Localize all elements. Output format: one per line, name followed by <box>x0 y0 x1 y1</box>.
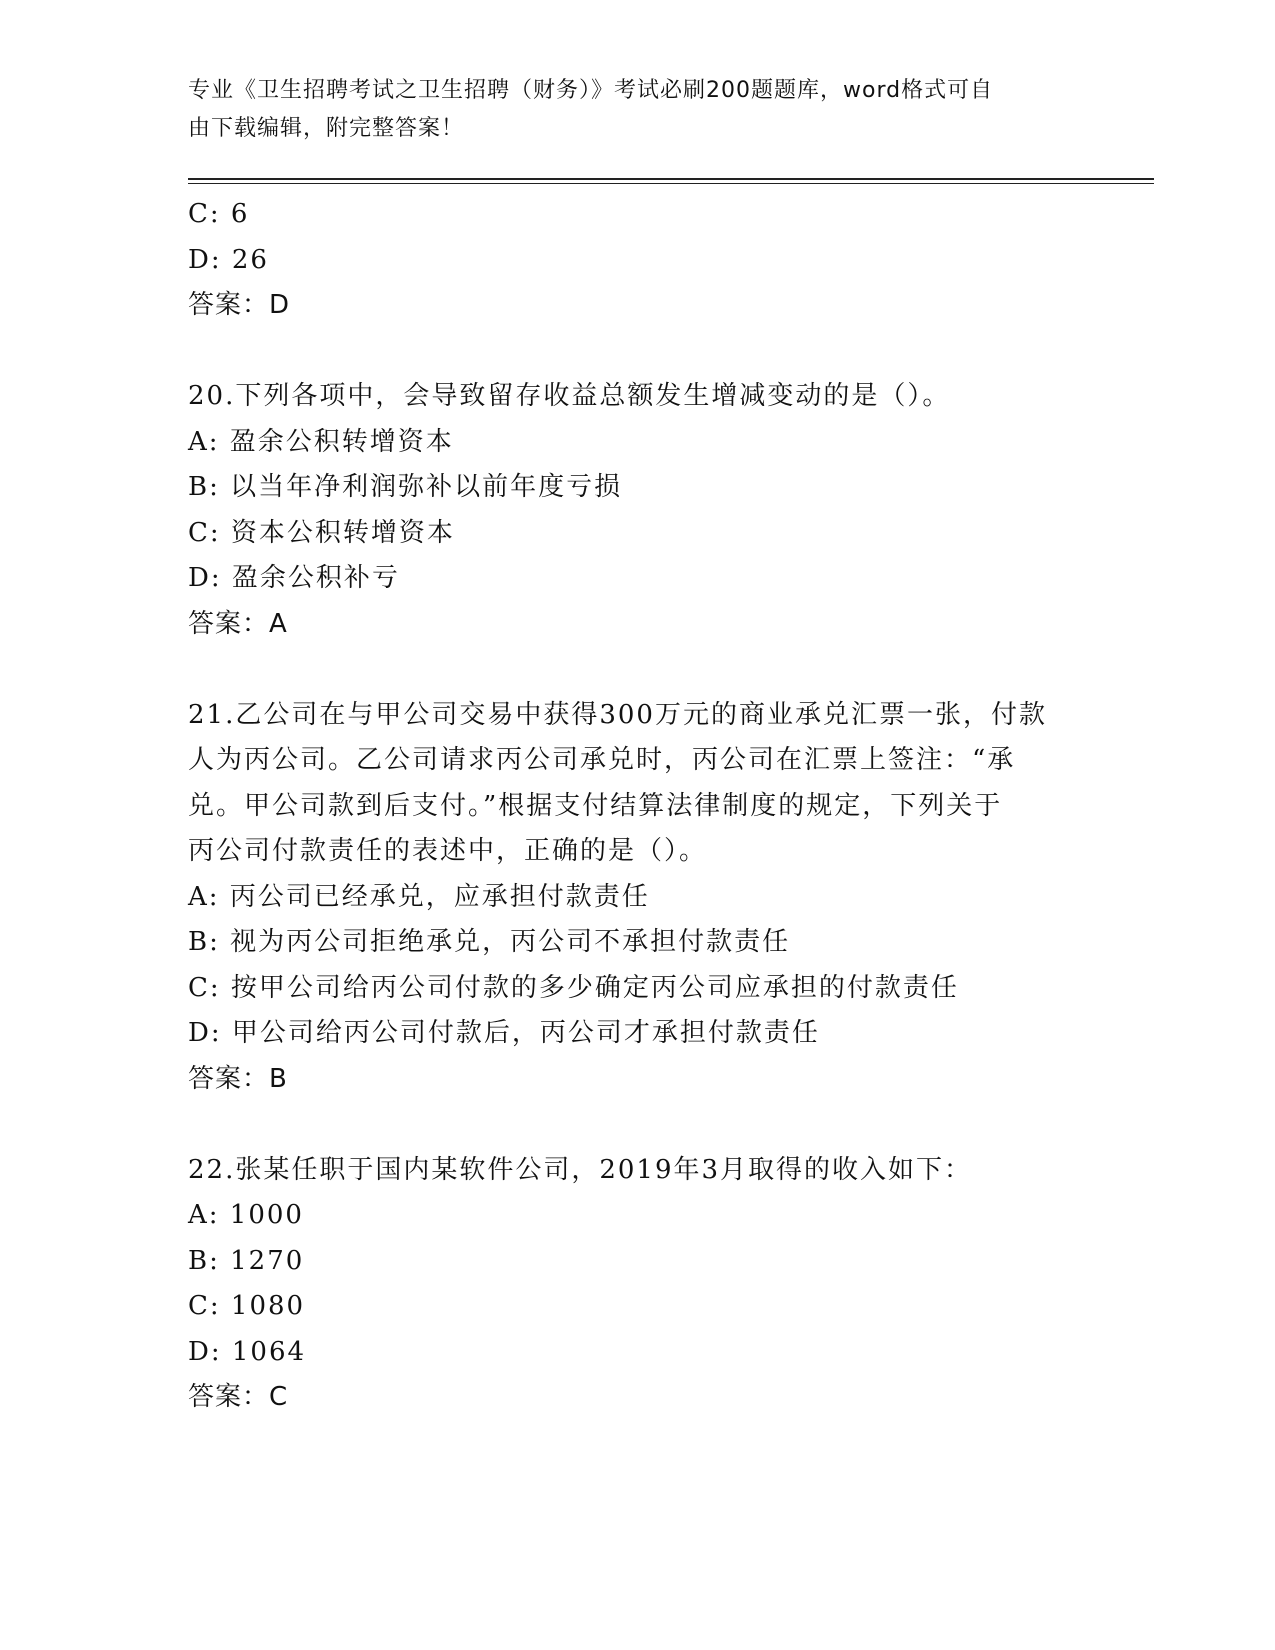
continued-question <box>188 192 1088 329</box>
header-line-1: 专业《卫生招聘考试之卫生招聘（财务）》考试必刷200题题库，word格式可自 <box>188 78 994 103</box>
option-b: B: 1270 <box>188 1245 305 1276</box>
option-d: D: 甲公司给丙公司付款后，丙公司才承担付款责任 <box>188 1018 820 1048</box>
option-c: C: 6 <box>188 199 250 229</box>
option-d: D: 26 <box>188 244 269 275</box>
option-c: C: 按甲公司给丙公司付款的多少确定丙公司应承担的付款责任 <box>188 972 959 1003</box>
header-divider-thick <box>188 178 1154 180</box>
question-21 <box>188 693 1088 1103</box>
option-a: A: 盈余公积转增资本 <box>188 426 454 457</box>
option-d: D: 1064 <box>188 1336 307 1367</box>
answer-line: 答案：C <box>188 1382 289 1412</box>
option-c: C: 1080 <box>188 1291 306 1321</box>
header-divider-thin <box>188 183 1154 184</box>
option-a: A: 1000 <box>188 1200 304 1230</box>
question-20 <box>188 374 1088 647</box>
question-gap <box>188 1102 1088 1148</box>
option-d: D: 盈余公积补亏 <box>188 563 400 593</box>
question-content <box>188 192 1088 1421</box>
question-stem: 21.乙公司在与甲公司交易中获得300万元的商业承兑汇票一张，付款 <box>188 699 1047 730</box>
option-c: C: 资本公积转增资本 <box>188 517 455 548</box>
answer-line: 答案：D <box>188 290 291 320</box>
question-stem: 22.张某任职于国内某软件公司，2019年3月取得的收入如下： <box>188 1154 973 1185</box>
option-b: B: 以当年净利润弥补以前年度亏损 <box>188 472 623 502</box>
question-gap <box>188 647 1088 693</box>
answer-line: 答案：A <box>188 608 288 639</box>
question-22 <box>188 1148 1088 1421</box>
question-stem: 丙公司付款责任的表述中，正确的是（）。 <box>188 836 708 866</box>
question-gap <box>188 329 1088 375</box>
document-header <box>188 72 1068 148</box>
question-stem: 人为丙公司。乙公司请求丙公司承兑时，丙公司在汇票上签注：“承 <box>188 745 1016 775</box>
question-stem: 20.下列各项中，会导致留存收益总额发生增减变动的是（）。 <box>188 381 951 411</box>
answer-line: 答案：B <box>188 1063 288 1094</box>
header-line-2: 由下载编辑，附完整答案！ <box>188 116 465 141</box>
question-stem: 兑。甲公司款到后支付。”根据支付结算法律制度的规定，下列关于 <box>188 790 1003 821</box>
option-a: A: 丙公司已经承兑，应承担付款责任 <box>188 881 650 912</box>
option-b: B: 视为丙公司拒绝承兑，丙公司不承担付款责任 <box>188 927 791 957</box>
